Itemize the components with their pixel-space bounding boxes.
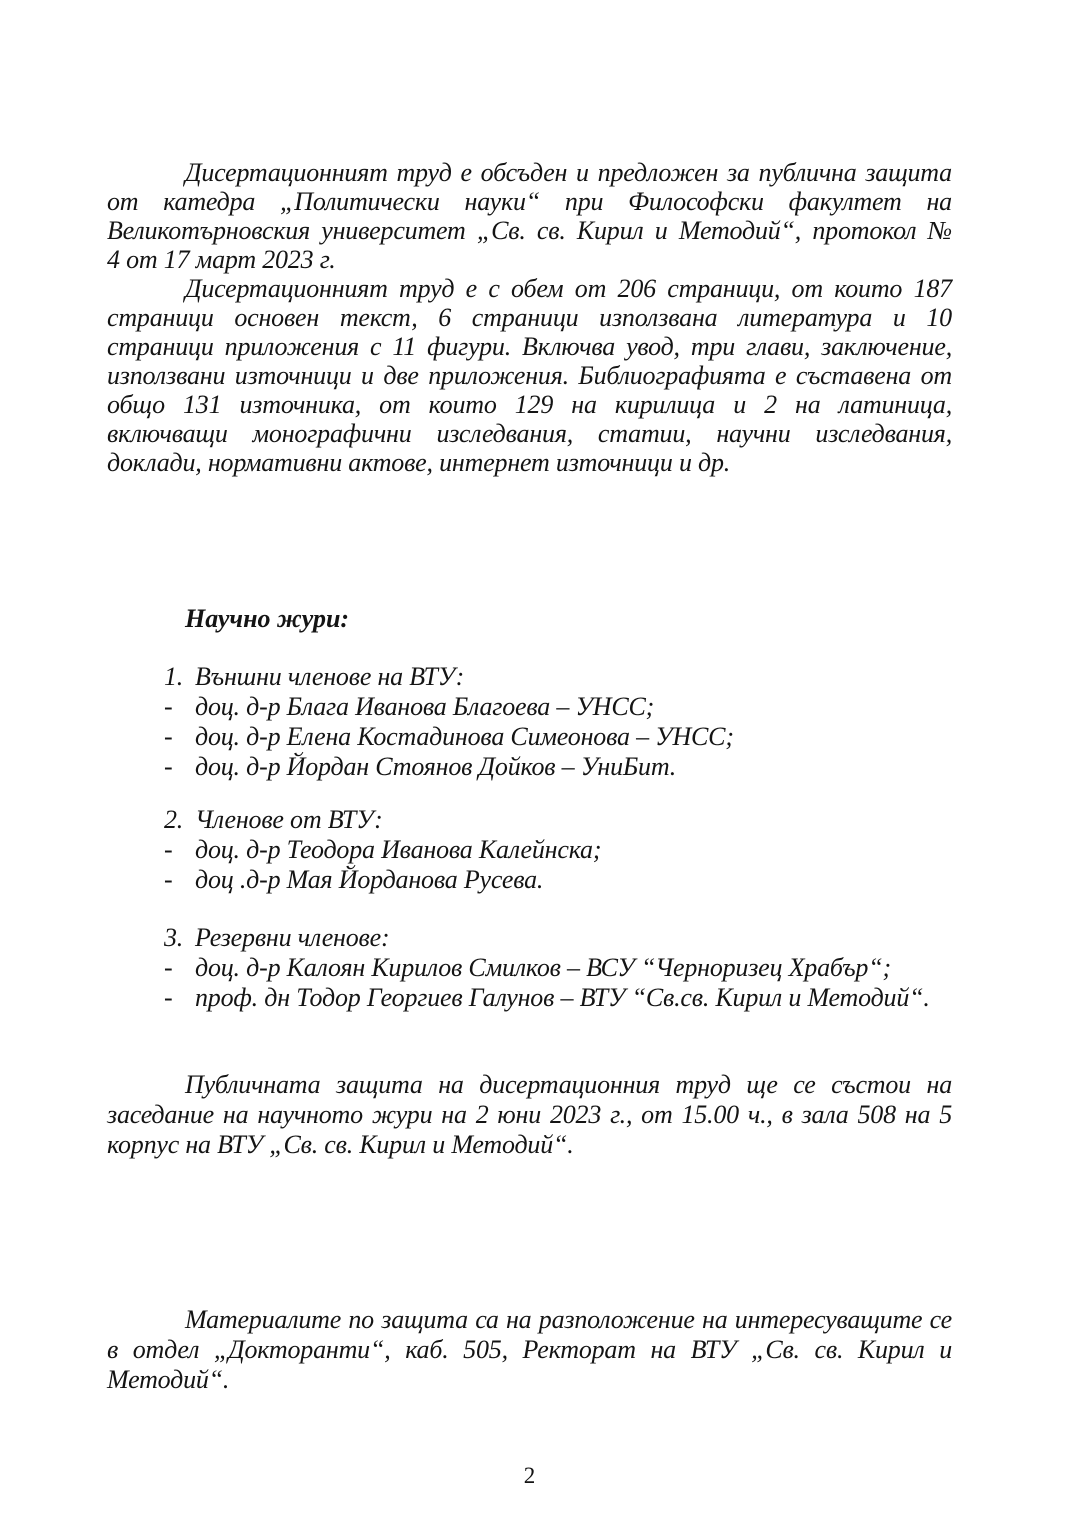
jury-member-name: доц. д-р Елена Костадинова Симеонова – УНСС;	[195, 722, 734, 751]
jury-member-row	[107, 953, 952, 983]
jury-member-row	[107, 865, 952, 895]
jury-member-row	[107, 722, 952, 752]
jury-member-row	[107, 692, 952, 722]
text-line: от катедра „Политически науки“ при Философски факултет на	[107, 187, 952, 216]
bullet-dash: -	[164, 722, 173, 751]
bullet-dash: -	[164, 865, 173, 894]
jury-member-name: доц. д-р Йордан Стоянов Дойков – УниБит.	[195, 752, 677, 781]
text-line: корпус на ВТУ „Св. св. Кирил и Методий“.	[107, 1130, 574, 1159]
paragraph-materials-location	[107, 1305, 952, 1395]
jury-group-reserve-members	[107, 923, 952, 1013]
jury-group-title-row	[107, 923, 952, 953]
paragraph-thesis-volume	[107, 274, 952, 477]
jury-group-title-row	[107, 805, 952, 835]
bullet-dash: -	[164, 835, 173, 864]
text-line: страници приложения с 11 фигури. Включва увод, три глави, заключение,	[107, 332, 952, 361]
bullet-dash: -	[164, 953, 173, 982]
bullet-dash: -	[164, 983, 173, 1012]
text-line: страници основен текст, 6 страници използвана литература и 10	[107, 303, 952, 332]
text-line: Великотърновския университет „Св. св. Кирил и Методий“, протокол №	[107, 216, 952, 245]
text-line: използвани източници и две приложения. Библиографията е съставена от	[107, 361, 952, 390]
list-number: 1.	[164, 662, 184, 691]
paragraph-defense-date	[107, 1070, 952, 1160]
text-line: общо 131 източника, от които 129 на кирилица и 2 на латиница,	[107, 390, 952, 419]
jury-group-title: Членове от ВТУ:	[195, 805, 383, 834]
text-line: включващи монографични изследвания, статии, научни изследвания,	[107, 419, 952, 448]
jury-group-title: Резервни членове:	[195, 923, 390, 952]
jury-heading: Научно жури:	[185, 604, 350, 633]
jury-member-name: доц. д-р Блага Иванова Благоева – УНСС;	[195, 692, 655, 721]
jury-group-vtu-members	[107, 805, 952, 895]
jury-member-row	[107, 835, 952, 865]
text-line: заседание на научното жури на 2 юни 2023 г., от 15.00 ч., в зала 508 на 5	[107, 1100, 952, 1129]
jury-member-row	[107, 983, 952, 1013]
jury-group-external-members	[107, 662, 952, 782]
jury-member-name: доц. д-р Калоян Кирилов Смилков – ВСУ “Черноризец Храбър“;	[195, 953, 891, 982]
text-line: в отдел „Докторанти“, каб. 505, Ректорат на ВТУ „Св. св. Кирил и	[107, 1335, 952, 1364]
jury-member-name: проф. дн Тодор Георгиев Галунов – ВТУ “Св.св. Кирил и Методий“.	[195, 983, 930, 1012]
text-line: Дисертационният труд е обсъден и предложен за публична защита	[185, 158, 952, 187]
jury-member-name: доц .д-р Мая Йорданова Русева.	[195, 865, 544, 894]
list-number: 2.	[164, 805, 184, 834]
text-line: Публичната защита на дисертационния труд ще се състои на	[185, 1070, 952, 1099]
paragraph-defense-approval	[107, 158, 952, 274]
list-number: 3.	[164, 923, 184, 952]
text-line: 4 от 17 март 2023 г.	[107, 245, 336, 274]
page-number: 2	[523, 1463, 536, 1488]
jury-member-row	[107, 752, 952, 782]
text-line: Материалите по защита са на разположение на интересуващите се	[185, 1305, 952, 1334]
jury-group-title-row	[107, 662, 952, 692]
text-line: Дисертационният труд е с обем от 206 страници, от които 187	[185, 274, 952, 303]
jury-member-name: доц. д-р Теодора Иванова Калейнска;	[195, 835, 602, 864]
text-line: Методий“.	[107, 1365, 230, 1394]
jury-group-title: Външни членове на ВТУ:	[195, 662, 465, 691]
bullet-dash: -	[164, 692, 173, 721]
text-line: доклади, нормативни актове, интернет източници и др.	[107, 448, 731, 477]
bullet-dash: -	[164, 752, 173, 781]
